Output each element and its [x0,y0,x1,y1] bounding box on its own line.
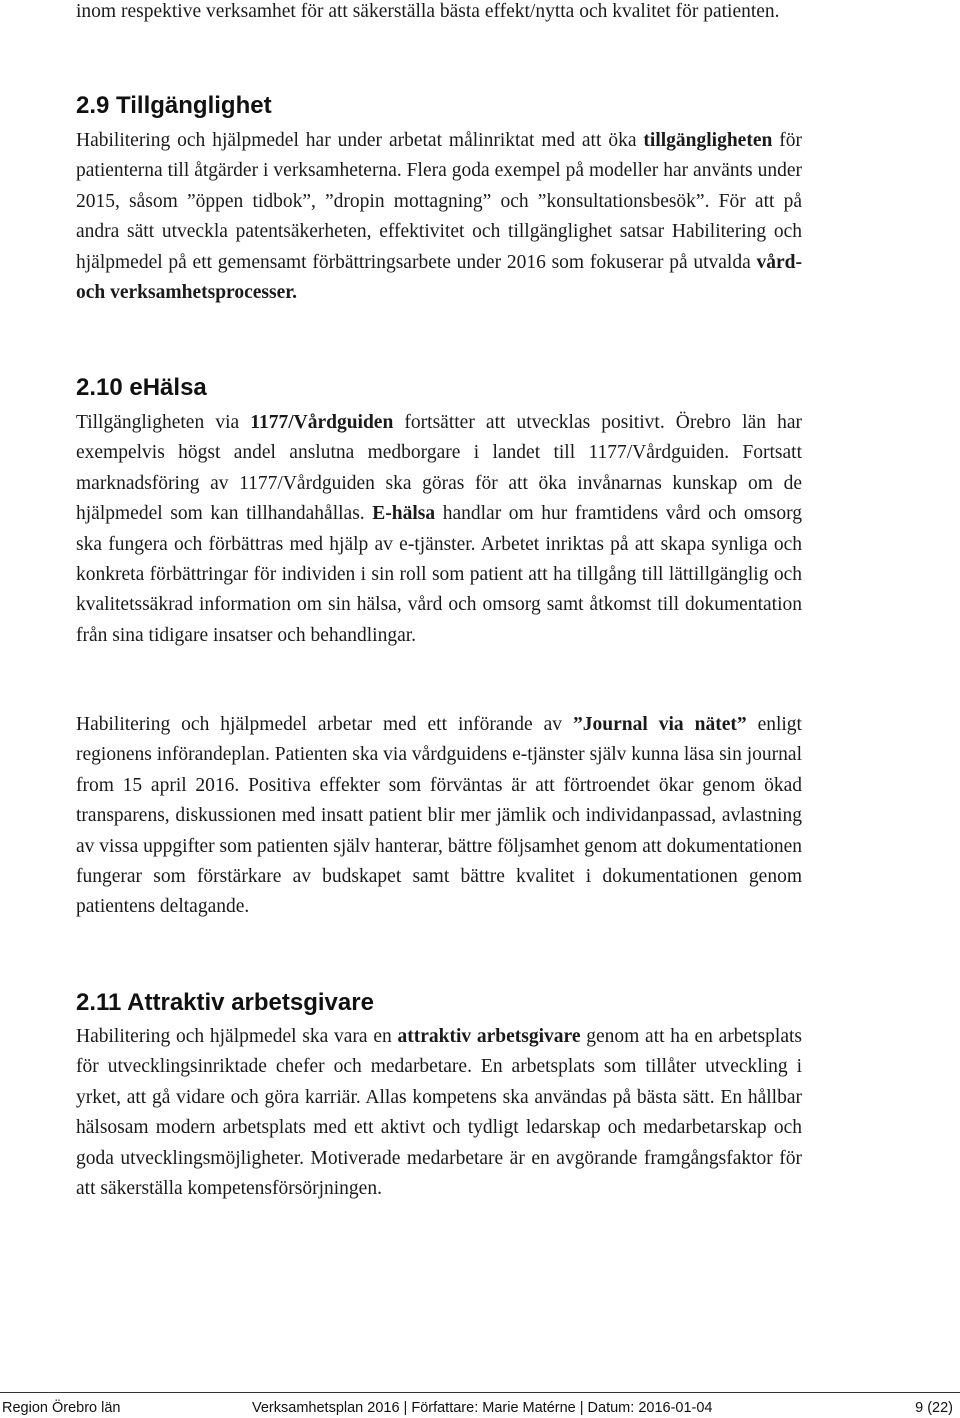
intro-paragraph: inom respektive verksamhet för att säkerställa bästa effekt/nytta och kvalitet för patienten. [76,1,780,22]
bold-term: 1177/Vårdguiden [250,412,394,433]
section-2-9-paragraph: Habilitering och hjälpmedel har under arbetat målinriktat med att öka tillgängligheten för patienterna till åtgärder i verksamheterna. Flera goda exempel på modeller har använts under 2015, såsom ”öppen tidbok”, ”dropin mottagning” och ”konsultationsbesök”. För att på andra sätt utveckla patentsäkerheten, effektivitet och tillgänglighet satsar Habilitering och hjälpmedel på ett gemensamt förbättringsarbete under 2016 som fokuserar på utvalda vård- och verksamhetsprocesser. [76,130,802,304]
section-2-11-paragraph: Habilitering och hjälpmedel ska vara en attraktiv arbetsgivare genom att ha en arbetsplats för utvecklingsinriktade chefer och medarbetare. En arbetsplats som tillåter utveckling i yrket, att gå vidare och göra karriär. Allas kompetens ska användas på bästa sätt. En hållbar hälsosam modern arbetsplats med ett aktivt och tydligt ledarskap och medarbetarskap och goda utvecklingsmöjligheter. Motiverade medarbetare är en avgörande framgångsfaktor för att säkerställa kompetensförsörjningen. [76,1026,802,1200]
section-2-9-heading: 2.9 Tillgänglighet [76,92,272,119]
page-footer [0,1392,960,1418]
bold-term: E-hälsa [372,503,436,525]
bold-term: tillgängligheten [643,130,773,151]
section-2-10-heading: 2.10 eHälsa [76,374,207,401]
footer-document-meta: Verksamhetsplan 2016 | Författare: Marie Matérne | Datum: 2016-01-04 [252,1400,713,1416]
section-2-10-paragraph-2: Habilitering och hjälpmedel arbetar med ett införande av ”Journal via nätet” enligt regionens införandeplan. Patienten ska via vårdguidens e-tjänster själv kunna läsa sin journal from 15 april 2016. Positiva effekter som förväntas är att förtroendet ökar genom ökad transparens, diskussionen med insatt patient blir mer jämlik och individanpassad, avlastning av vissa uppgifter som patienten själv hanterar, bättre följsamhet genom att dokumentationen fungerar som förstärkare av budskapet samt bättre kvalitet i dokumentationen genom patientens deltagande. [76,714,802,918]
section-2-10-paragraph-1: Tillgängligheten via 1177/Vårdguiden fortsätter att utvecklas positivt. Örebro län har exempelvis högst andel anslutna medborgare i landet till 1177/Vårdguiden. Fortsatt marknadsföring av 1177/Vårdguiden ska göras för att öka invånarnas kunskap om de hjälpmedel som kan tillhandahållas. E-hälsa handlar om hur framtidens vård och omsorg ska fungera och förbättras med hjälp av e-tjänster. Arbetet inriktas på att skapa synliga och konkreta förbättringar för individen i sin roll som patient att ha tillgång till lättillgänglig och kvalitetssäkrad information om sin hälsa, vård och omsorg samt åtkomst till dokumentation från sina tidigare insatser och behandlingar. [76,412,802,646]
section-2-11-heading: 2.11 Attraktiv arbetsgivare [76,989,374,1016]
bold-term: ”Journal via nätet” [573,714,747,735]
footer-page-number: 9 (22) [915,1400,953,1416]
footer-organization: Region Örebro län [2,1400,121,1416]
bold-term: attraktiv arbetsgivare [397,1026,581,1047]
bold-term: vård- och verksamhetsprocesser. [76,251,802,304]
